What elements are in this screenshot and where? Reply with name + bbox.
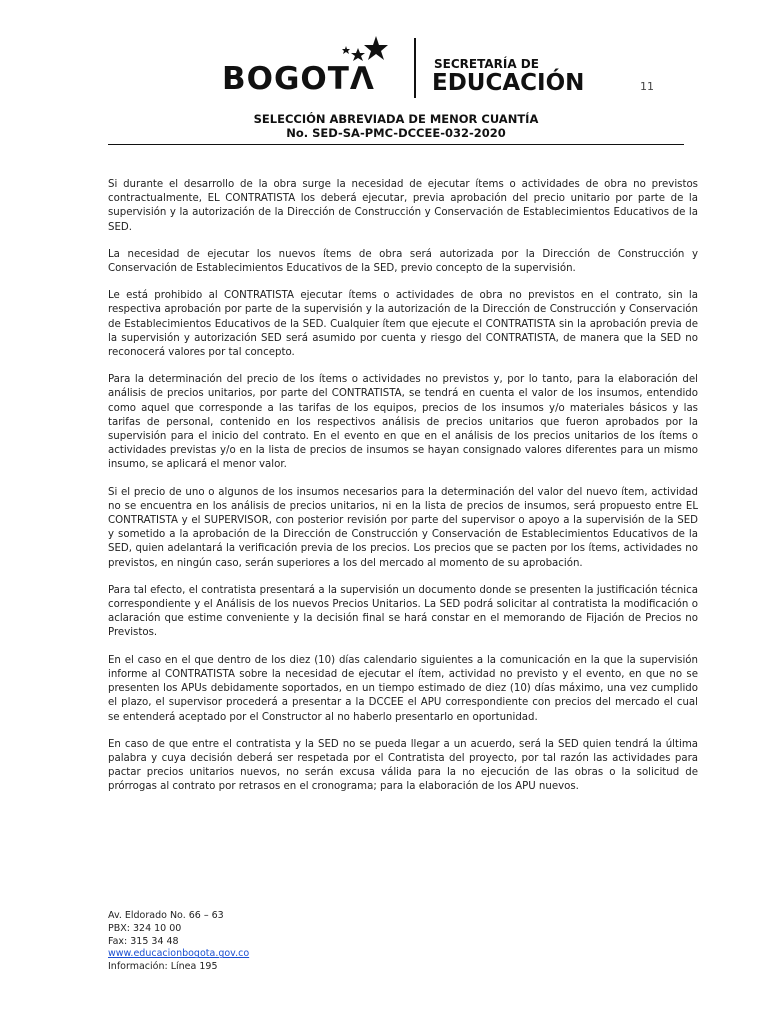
paragraph: Si el precio de uno o algunos de los insumos necesarios para la determinación del valor del nuevo ítem, actividad no se encuentra en los análisis de precios unitarios, ni en la lista de precios de insumos, será propuesto entre EL CONTRATISTA y el SUPERVISOR, con posterior revisión por parte del supervisor o apoyo a la supervisión de la SED y sometido a la aprobación de la Dirección de Construcción y Conservación de Establecimientos Educativos de la SED, quien adelantará la verificación previa de los precios. Los precios que se pacten por los ítems, actividades no previstos, en ningún caso, serán superiores a los del mercado al momento de su aprobación.: [108, 486, 698, 569]
title-number: No. SED-SA-PMC-DCCEE-032-2020: [286, 126, 506, 140]
document-body: [108, 178, 698, 808]
footer-fax: Fax: 315 34 48: [108, 935, 179, 947]
document-footer: [108, 910, 408, 974]
logo-secretaria-text: SECRETARÍA DE: [434, 57, 539, 71]
title-process: SELECCIÓN ABREVIADA DE MENOR CUANTÍA: [253, 112, 539, 126]
paragraph: Le está prohibido al CONTRATISTA ejecutar ítems o actividades de obra no previstos en el contrato, sin la respectiva aprobación por parte de la supervisión y la autorización de la Dirección de Construcción y Conservación de Establecimientos Educativos de la SED. Cualquier ítem que ejecute el CONTRATISTA sin la aprobación previa de la supervisión y autorización SED será asumido por cuenta y riesgo del CONTRATISTA, de manera que la SED no reconocerá valores por tal concepto.: [108, 290, 698, 359]
paragraph: La necesidad de ejecutar los nuevos ítems de obra será autorizada por la Dirección de Construcción y Conservación de Establecimientos Educativos de la SED, previo concepto de la supervisión.: [108, 248, 698, 275]
page-number: 11: [640, 80, 654, 93]
footer-pbx: PBX: 324 10 00: [108, 922, 182, 934]
footer-address: Av. Eldorado No. 66 – 63: [108, 910, 224, 921]
logo-educacion-text: EDUCACIÓN: [432, 70, 585, 96]
title-underline: [108, 144, 684, 145]
paragraph: Para tal efecto, el contratista presentará a la supervisión un documento donde se presenten la justificación técnica correspondiente y el Análisis de los nuevos Precios Unitarios. La SED podrá solicitar al contratista la modificación o aclaración que estime conveniente y la decisión final se hará constar en el memorando de Fijación de Precios no Previstos.: [108, 584, 698, 639]
paragraph: Si durante el desarrollo de la obra surge la necesidad de ejecutar ítems o actividades de obra no previstos contractualmente, EL CONTRATISTA los deberá ejecutar, previa aprobación del precio unitario por parte de la supervisión y la autorización de la Dirección de Construcción y Conservación de Establecimientos Educativos de la SED.: [108, 179, 698, 233]
paragraph: En el caso en el que dentro de los diez (10) días calendario siguientes a la comunicación en la que la supervisión informe al CONTRATISTA sobre la necesidad de ejecutar el ítem, actividad no previsto y el evento, en que no se presenten los APUs debidamente soportados, en un tiempo estimado de diez (10) días máximo, una vez cumplido el plazo, el supervisor procederá a presentar a la DCCEE el APU correspondiente con precios del mercado el cual se entenderá aceptado por el Constructor al no haberlo presentarlo en oportunidad.: [108, 654, 698, 723]
footer-info: Información: Línea 195: [108, 961, 218, 973]
paragraph: Para la determinación del precio de los ítems o actividades no previstos y, por lo tanto, para la elaboración del análisis de precios unitarios, por parte del CONTRATISTA, se tendrá en cuenta el valor de los insumos, entendido como aquel que corresponde a las tarifas de los equipos, precios de los insumos y/o materiales básicos y las tarifas de personal, contenido en los respectivos análisis de precios unitarios que fueron aprobados por la supervisión para el inicio del contrato. En el evento en que en el análisis de los precios unitarios de los ítems o actividades previstas y/o en la lista de precios de insumos se hayan consignado valores diferentes para un mismo insumo, se aplicará el menor valor.: [108, 374, 698, 471]
logo-divider: [414, 38, 416, 98]
document-title: [108, 112, 684, 140]
bogota-logo-text: BOGOTΛ: [222, 61, 375, 97]
footer-website-link[interactable]: www.educacionbogota.gov.co: [108, 948, 250, 960]
paragraph: En caso de que entre el contratista y la SED no se pueda llegar a un acuerdo, será la SED quien tendrá la última palabra y cuya decisión deberá ser respetada por el Contratista del proyecto, por tal razón las actividades para pactar precios unitarios nuevos, no serán excusa válida para la no ejecución de las obras o la solicitud de prórrogas al contrato por retrasos en el cronograma; para la elaboración de los APU nuevos.: [108, 738, 698, 793]
